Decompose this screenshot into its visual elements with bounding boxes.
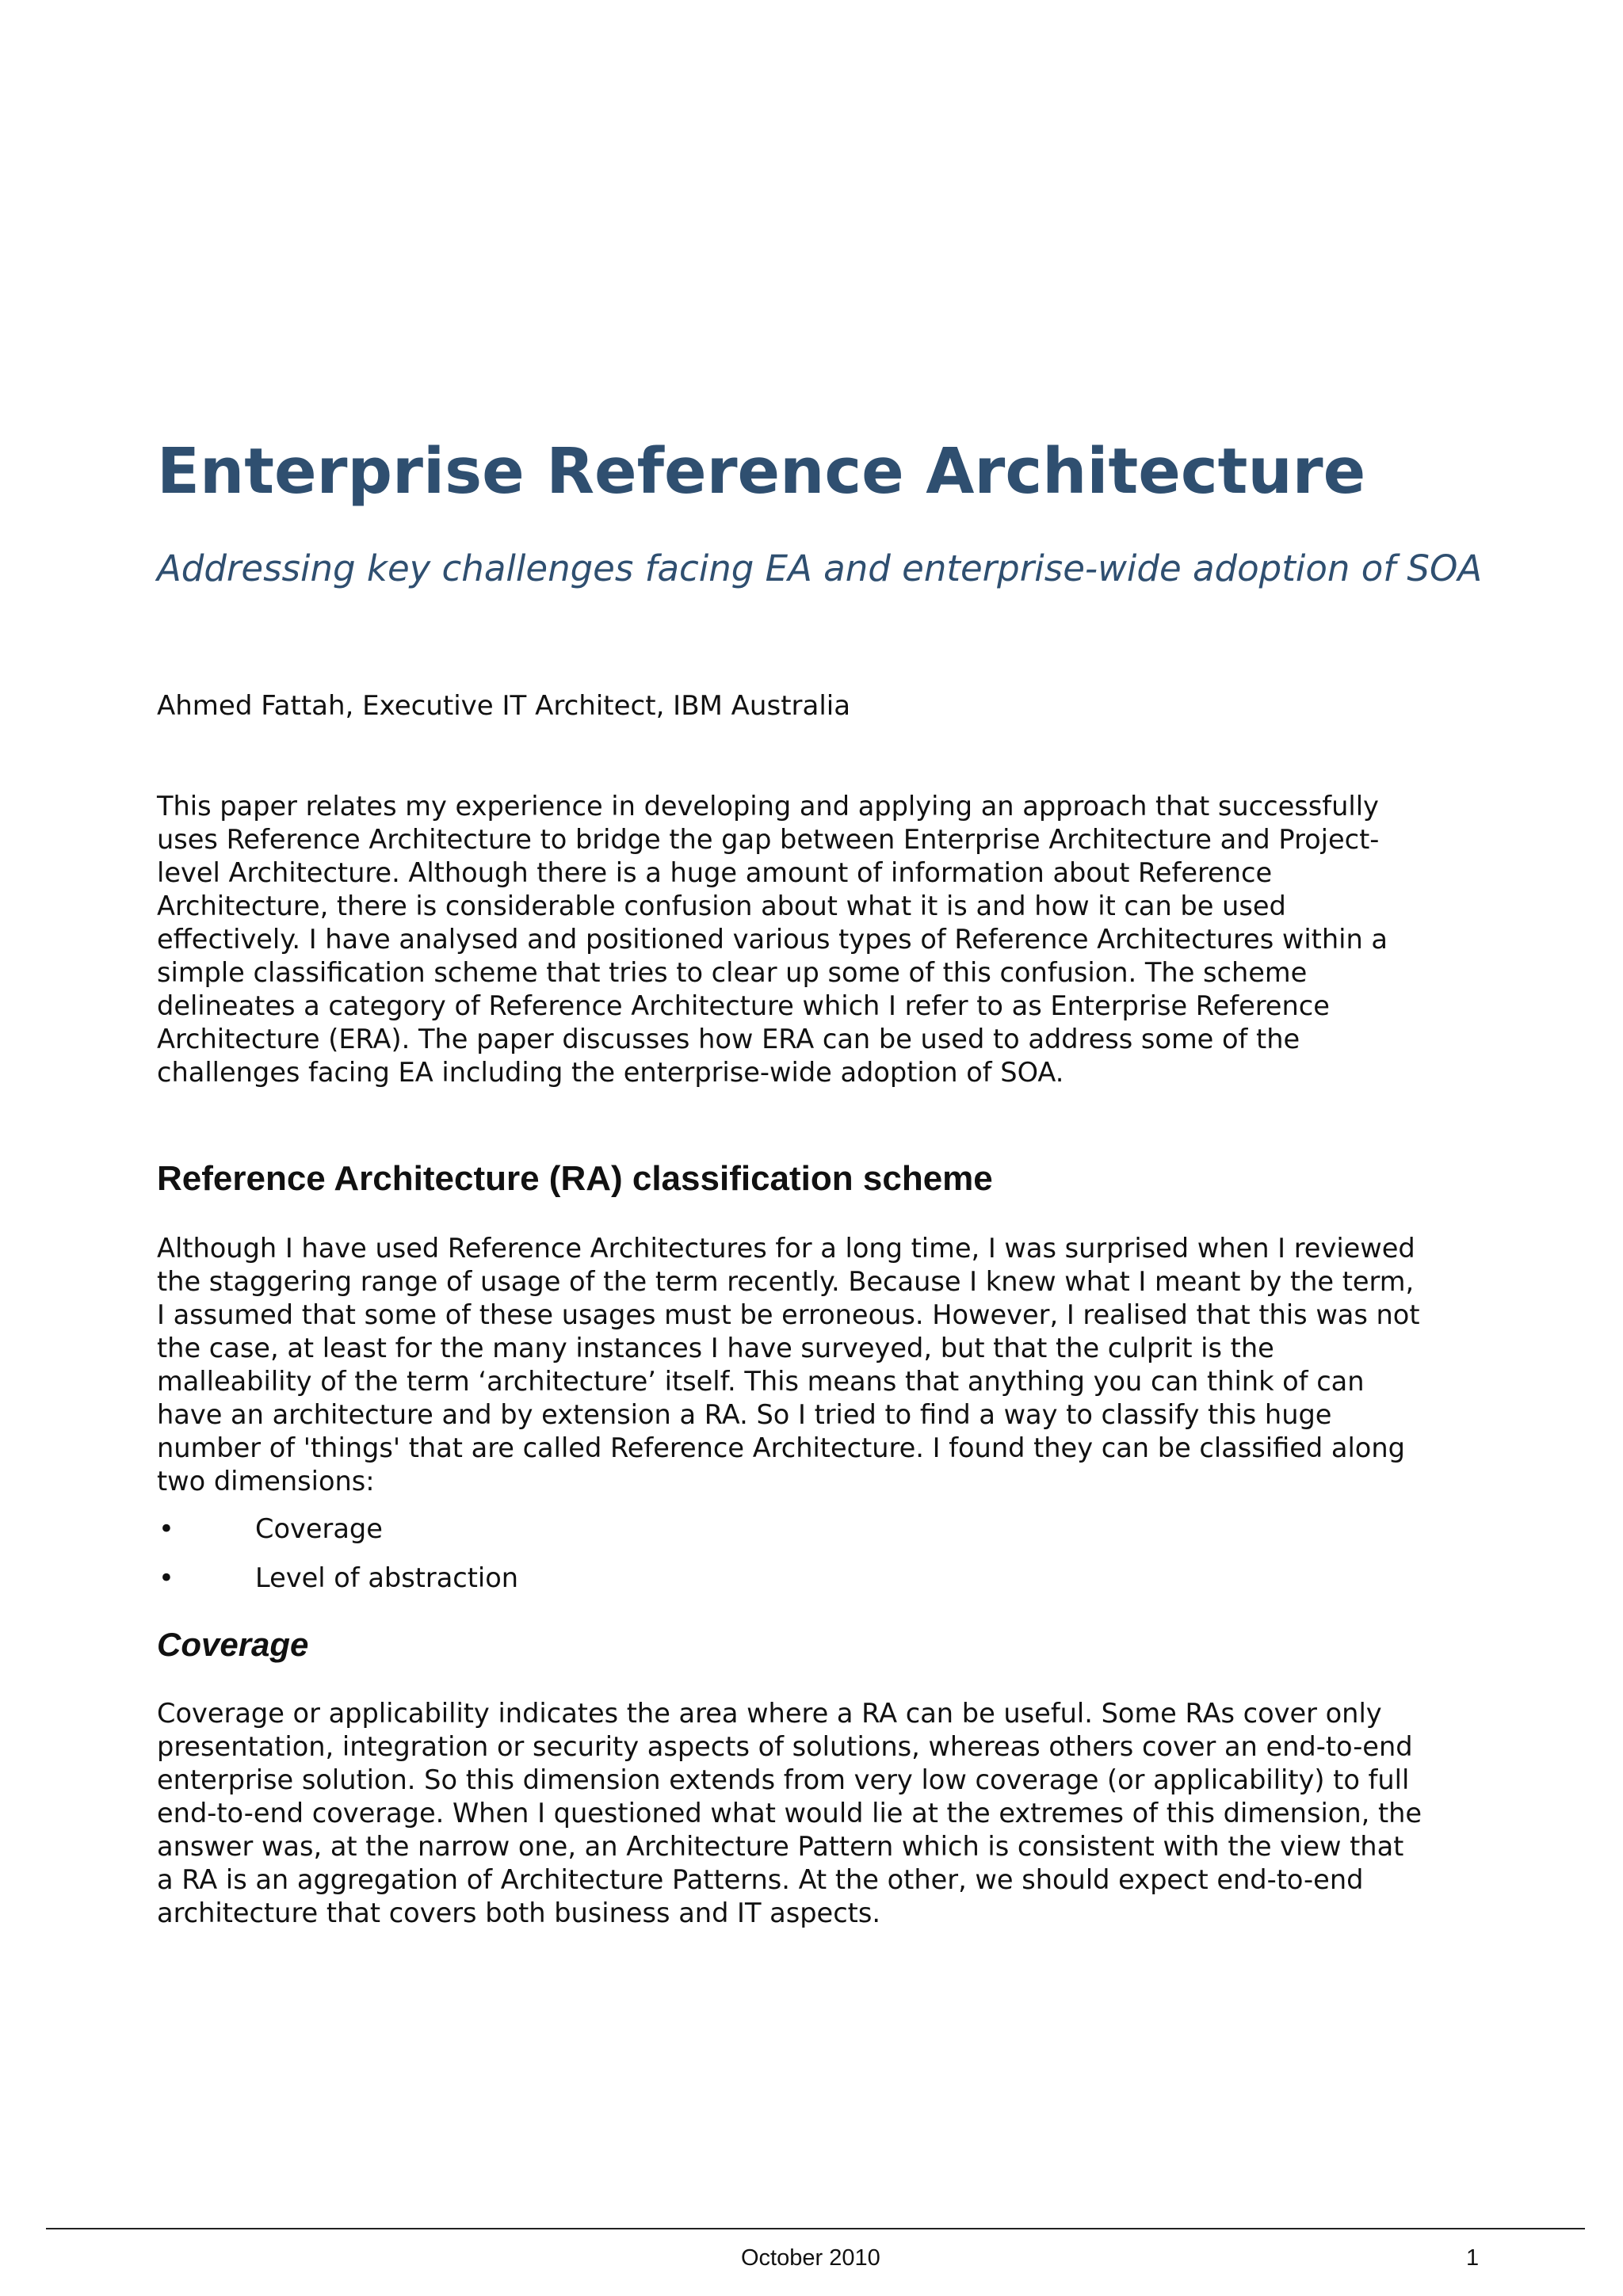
paragraph-line: the staggering range of usage of the term recently. Because I knew what I meant by the term,: [157, 1266, 1415, 1297]
abstract-line: uses Reference Architecture to bridge the gap between Enterprise Architecture and Project-: [157, 824, 1380, 855]
paragraph-line: end-to-end coverage. When I questioned what would lie at the extremes of this dimension, the: [157, 1798, 1423, 1829]
bullet-icon: •: [158, 1513, 174, 1544]
dimensions-bullet-list: [157, 1512, 870, 1611]
ra-classification-paragraph: [157, 1232, 1496, 1498]
paragraph-line: have an architecture and by extension a RA. So I tried to find a way to classify this huge: [157, 1399, 1332, 1430]
page-number: 1: [1466, 2245, 1480, 2271]
abstract-line: This paper relates my experience in developing and applying an approach that successfully: [157, 791, 1379, 822]
paragraph-line: presentation, integration or security aspects of solutions, whereas others cover an end-to-end: [157, 1731, 1413, 1762]
paragraph-line: Coverage or applicability indicates the area where a RA can be useful. Some RAs cover only: [157, 1698, 1382, 1729]
bullet-icon: •: [158, 1562, 174, 1593]
document-title: Enterprise Reference Architecture: [157, 435, 1366, 508]
abstract-line: effectively. I have analysed and positioned various types of Reference Architectures within a: [157, 924, 1388, 955]
list-item: [157, 1512, 870, 1562]
abstract-line: challenges facing EA including the enterprise-wide adoption of SOA.: [157, 1057, 1064, 1088]
abstract-line: Architecture, there is considerable confusion about what it is and how it can be used: [157, 891, 1286, 921]
bullet-label-level-of-abstraction: Level of abstraction: [255, 1562, 519, 1593]
list-item: [157, 1562, 870, 1611]
abstract-paragraph: [157, 790, 1496, 1089]
paragraph-line: a RA is an aggregation of Architecture Patterns. At the other, we should expect end-to-end: [157, 1864, 1364, 1895]
abstract-line: level Architecture. Although there is a huge amount of information about Reference: [157, 857, 1273, 888]
abstract-line: delineates a category of Reference Architecture which I refer to as Enterprise Reference: [157, 990, 1330, 1021]
paragraph-line: enterprise solution. So this dimension extends from very low coverage (or applicability) to full: [157, 1764, 1410, 1795]
paragraph-line: number of 'things' that are called Reference Architecture. I found they can be classified along: [157, 1432, 1405, 1463]
abstract-line: Architecture (ERA). The paper discusses how ERA can be used to address some of the: [157, 1024, 1300, 1055]
bullet-label-coverage: Coverage: [255, 1513, 383, 1544]
author-line: Ahmed Fattah, Executive IT Architect, IBM Australia: [157, 690, 851, 722]
abstract-line: simple classification scheme that tries to clear up some of this confusion. The scheme: [157, 957, 1308, 988]
section-heading-ra-classification: Reference Architecture (RA) classification scheme: [157, 1159, 993, 1198]
paragraph-line: malleability of the term ‘architecture’ itself. This means that anything you can think of can: [157, 1366, 1365, 1397]
section-heading-coverage: Coverage: [157, 1626, 309, 1663]
paragraph-line: I assumed that some of these usages must be erroneous. However, I realised that this was not: [157, 1299, 1420, 1330]
coverage-paragraph: [157, 1697, 1496, 1930]
paragraph-line: answer was, at the narrow one, an Architecture Pattern which is consistent with the view that: [157, 1831, 1404, 1862]
document-subtitle: Addressing key challenges facing EA and enterprise-wide adoption of SOA: [157, 547, 1483, 589]
footer-divider: [46, 2228, 1585, 2229]
footer-date: October 2010: [741, 2245, 880, 2271]
paragraph-line: Although I have used Reference Architectures for a long time, I was surprised when I reviewed: [157, 1233, 1415, 1264]
paragraph-line: two dimensions:: [157, 1466, 375, 1497]
paragraph-line: architecture that covers both business and IT aspects.: [157, 1897, 880, 1928]
paragraph-line: the case, at least for the many instances I have surveyed, but that the culprit is the: [157, 1333, 1274, 1363]
